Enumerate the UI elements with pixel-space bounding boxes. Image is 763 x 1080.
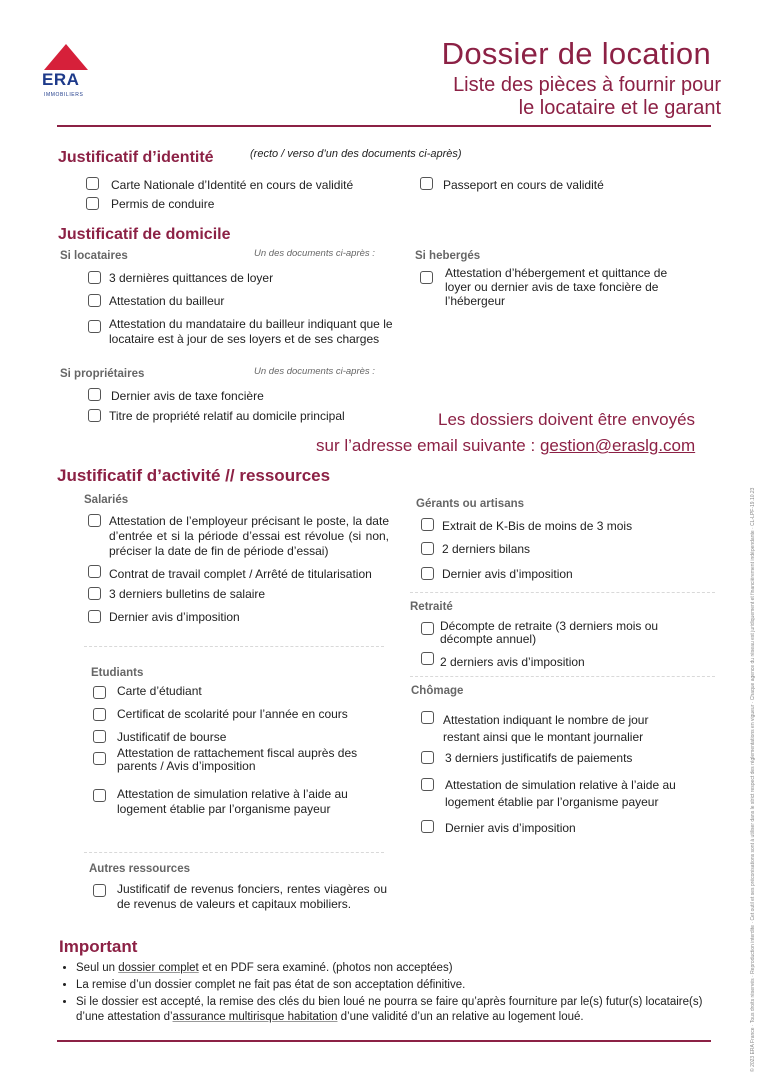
identite-item-permis: Permis de conduire — [111, 197, 215, 211]
dossier-complet-link: dossier complet — [118, 962, 199, 974]
checkbox-taxe-fonciere[interactable] — [88, 388, 101, 401]
domicile-title: Justificatif de domicile — [58, 226, 231, 243]
checkbox-avis-imposition-gerants[interactable] — [421, 567, 434, 580]
checkbox-avis-imposition-retraite[interactable] — [421, 652, 434, 665]
notice-email-link[interactable]: gestion@eraslg.com — [539, 436, 696, 455]
gerants-label: Gérants ou artisans — [416, 498, 525, 510]
etudiants-item-bourse: Justificatif de bourse — [117, 730, 227, 744]
notice-line-2 — [316, 436, 695, 456]
salaries-item-avis: Dernier avis d’imposition — [109, 610, 240, 624]
salaries-item-bulletins: 3 derniers bulletins de salaire — [109, 587, 266, 601]
checkbox-simulation-etudiant[interactable] — [93, 789, 106, 802]
important-item-1: • Seul un dossier complet et en PDF sera examiné. (photos non acceptées) — [76, 961, 716, 976]
checkbox-cni[interactable] — [86, 177, 99, 190]
footer-rule — [57, 1040, 711, 1042]
house-roof-icon — [40, 40, 92, 72]
checkbox-attestation-employeur[interactable] — [88, 514, 101, 527]
etudiants-item-simulation: Attestation de simulation relative à l’aide au logement établie par l’organisme payeur — [117, 787, 348, 816]
notice-prefix: sur l’adresse email suivante : — [316, 436, 540, 455]
checkbox-kbis[interactable] — [421, 518, 434, 531]
checkbox-passeport[interactable] — [420, 177, 433, 190]
logo-brand: ERA — [42, 70, 80, 89]
divider — [84, 852, 384, 854]
checkbox-certificat-scolarite[interactable] — [93, 708, 106, 721]
era-logo — [40, 40, 92, 100]
activite-title: Justificatif d’activité // ressources — [57, 466, 331, 485]
proprietaires-note: Un des documents ci-après : — [254, 366, 375, 377]
chomage-item-avis: Dernier avis d’imposition — [445, 821, 576, 835]
identite-title: Justificatif d’identité — [58, 149, 214, 166]
salaries-item-attestation: Attestation de l’employeur précisant le poste, la date d’entrée et si la période d’essai est révolue (si non, préciser la date de fin de période d’essai) — [109, 514, 389, 558]
checkbox-bilans[interactable] — [421, 542, 434, 555]
salaries-item-contrat: Contrat de travail complet / Arrêté de titularisation — [109, 567, 372, 581]
checkbox-permis[interactable] — [86, 197, 99, 210]
retraite-item-avis: 2 derniers avis d’imposition — [440, 655, 585, 669]
checkbox-decompte-retraite[interactable] — [421, 622, 434, 635]
assurance-link: assurance multirisque habitation — [172, 1011, 338, 1023]
checkbox-avis-imposition-chomage[interactable] — [421, 820, 434, 833]
autres-item: Justificatif de revenus fonciers, rentes viagères ou de revenus de valeurs et capitaux mobiliers. — [117, 882, 387, 911]
gerants-item-kbis: Extrait de K-Bis de moins de 3 mois — [442, 519, 633, 533]
chomage-item-simulation: Attestation de simulation relative à l’aide au logement établie par l’organisme payeur — [445, 778, 676, 809]
autres-label: Autres ressources — [89, 863, 190, 875]
checkbox-attestation-bailleur[interactable] — [88, 294, 101, 307]
divider — [410, 592, 715, 594]
checkbox-avis-imposition-salaries[interactable] — [88, 610, 101, 623]
important-item-2: • La remise d’un dossier complet ne fait pas état de son acceptation définitive. — [76, 978, 716, 993]
etudiants-item-certificat: Certificat de scolarité pour l’année en cours — [117, 707, 348, 721]
checkbox-carte-etudiant[interactable] — [93, 686, 106, 699]
checkbox-hebergement[interactable] — [420, 271, 433, 284]
side-legal-text: © 2023 ERA France · Tous droits réservés · Reproduction interdite · Cet outil et ses préconisations sont à utiliser dans le strict respect des réglementations en vigueur · Chaque agence du réseau est juridiquement et financièrement indépendante · CL-LPF-19.10.23 — [750, 487, 756, 1072]
chomage-item-attestation: Attestation indiquant le nombre de jour restant ainsi que le montant journalier — [443, 713, 649, 744]
retraite-item-decompte: Décompte de retraite (3 derniers mois ou décompte annuel) — [440, 619, 659, 646]
checkbox-bourse[interactable] — [93, 730, 106, 743]
checkbox-justificatifs-paiements[interactable] — [421, 751, 434, 764]
checkbox-rattachement-fiscal[interactable] — [93, 752, 106, 765]
page-subtitle-2: le locataire et le garant — [518, 97, 721, 119]
salaries-label: Salariés — [84, 494, 129, 506]
chomage-item-paiements: 3 derniers justificatifs de paiements — [445, 751, 633, 765]
locataires-label: Si locataires — [60, 250, 128, 262]
etudiants-item-carte: Carte d’étudiant — [117, 684, 202, 698]
identite-item-cni: Carte Nationale d’Identité en cours de validité — [111, 178, 354, 192]
locataires-item-bailleur: Attestation du bailleur — [109, 294, 225, 308]
etudiants-item-rattachement: Attestation de rattachement fiscal auprès des parents / Avis d’imposition — [117, 746, 358, 773]
page-title: Dossier de location — [441, 36, 711, 71]
checkbox-revenus-fonciers[interactable] — [93, 884, 106, 897]
chomage-label: Chômage — [411, 685, 464, 697]
locataires-note: Un des documents ci-après : — [254, 248, 375, 259]
checkbox-attestation-mandataire[interactable] — [88, 320, 101, 333]
divider — [84, 646, 384, 648]
heberges-label: Si hebergés — [415, 250, 481, 262]
retraite-label: Retraité — [410, 601, 453, 613]
notice-line-1: Les dossiers doivent être envoyés — [438, 410, 696, 429]
page-subtitle-1: Liste des pièces à fournir pour — [453, 74, 721, 96]
heberges-item: Attestation d’hébergement et quittance de loyer ou dernier avis de taxe foncière de l’hébergeur — [445, 266, 668, 308]
important-title: Important — [59, 937, 138, 956]
checkbox-bulletins[interactable] — [88, 587, 101, 600]
gerants-item-bilans: 2 derniers bilans — [442, 542, 531, 556]
identite-item-passeport: Passeport en cours de validité — [443, 178, 604, 192]
divider — [410, 676, 715, 678]
logo-tagline: IMMOBILIERS — [44, 92, 84, 98]
proprietaires-label: Si propriétaires — [60, 368, 145, 380]
important-list — [62, 961, 716, 1027]
proprietaires-item-titre: Titre de propriété relatif au domicile principal — [109, 409, 345, 423]
header-rule — [57, 125, 711, 127]
checkbox-attestation-chomage[interactable] — [421, 711, 434, 724]
checkbox-quittances[interactable] — [88, 271, 101, 284]
identite-note: (recto / verso d’un des documents ci-après) — [250, 148, 462, 160]
checkbox-simulation-chomage[interactable] — [421, 778, 434, 791]
important-item-3: • Si le dossier est accepté, la remise des clés du bien loué ne pourra se faire qu’après fourniture par le(s) futur(s) locataire(s) d’une attestation d’assurance multirisque habitation d’une validité d’un an relative au logement loué. — [76, 995, 716, 1025]
checkbox-titre-propriete[interactable] — [88, 409, 101, 422]
locataires-item-quittances: 3 dernières quittances de loyer — [109, 271, 274, 285]
checkbox-contrat-travail[interactable] — [88, 565, 101, 578]
gerants-item-avis: Dernier avis d’imposition — [442, 567, 573, 581]
etudiants-label: Etudiants — [91, 667, 144, 679]
locataires-item-mandataire: Attestation du mandataire du bailleur indiquant que le locataire est à jour de ses loyers et de ses charges — [109, 317, 393, 346]
proprietaires-item-taxe: Dernier avis de taxe foncière — [111, 389, 264, 403]
